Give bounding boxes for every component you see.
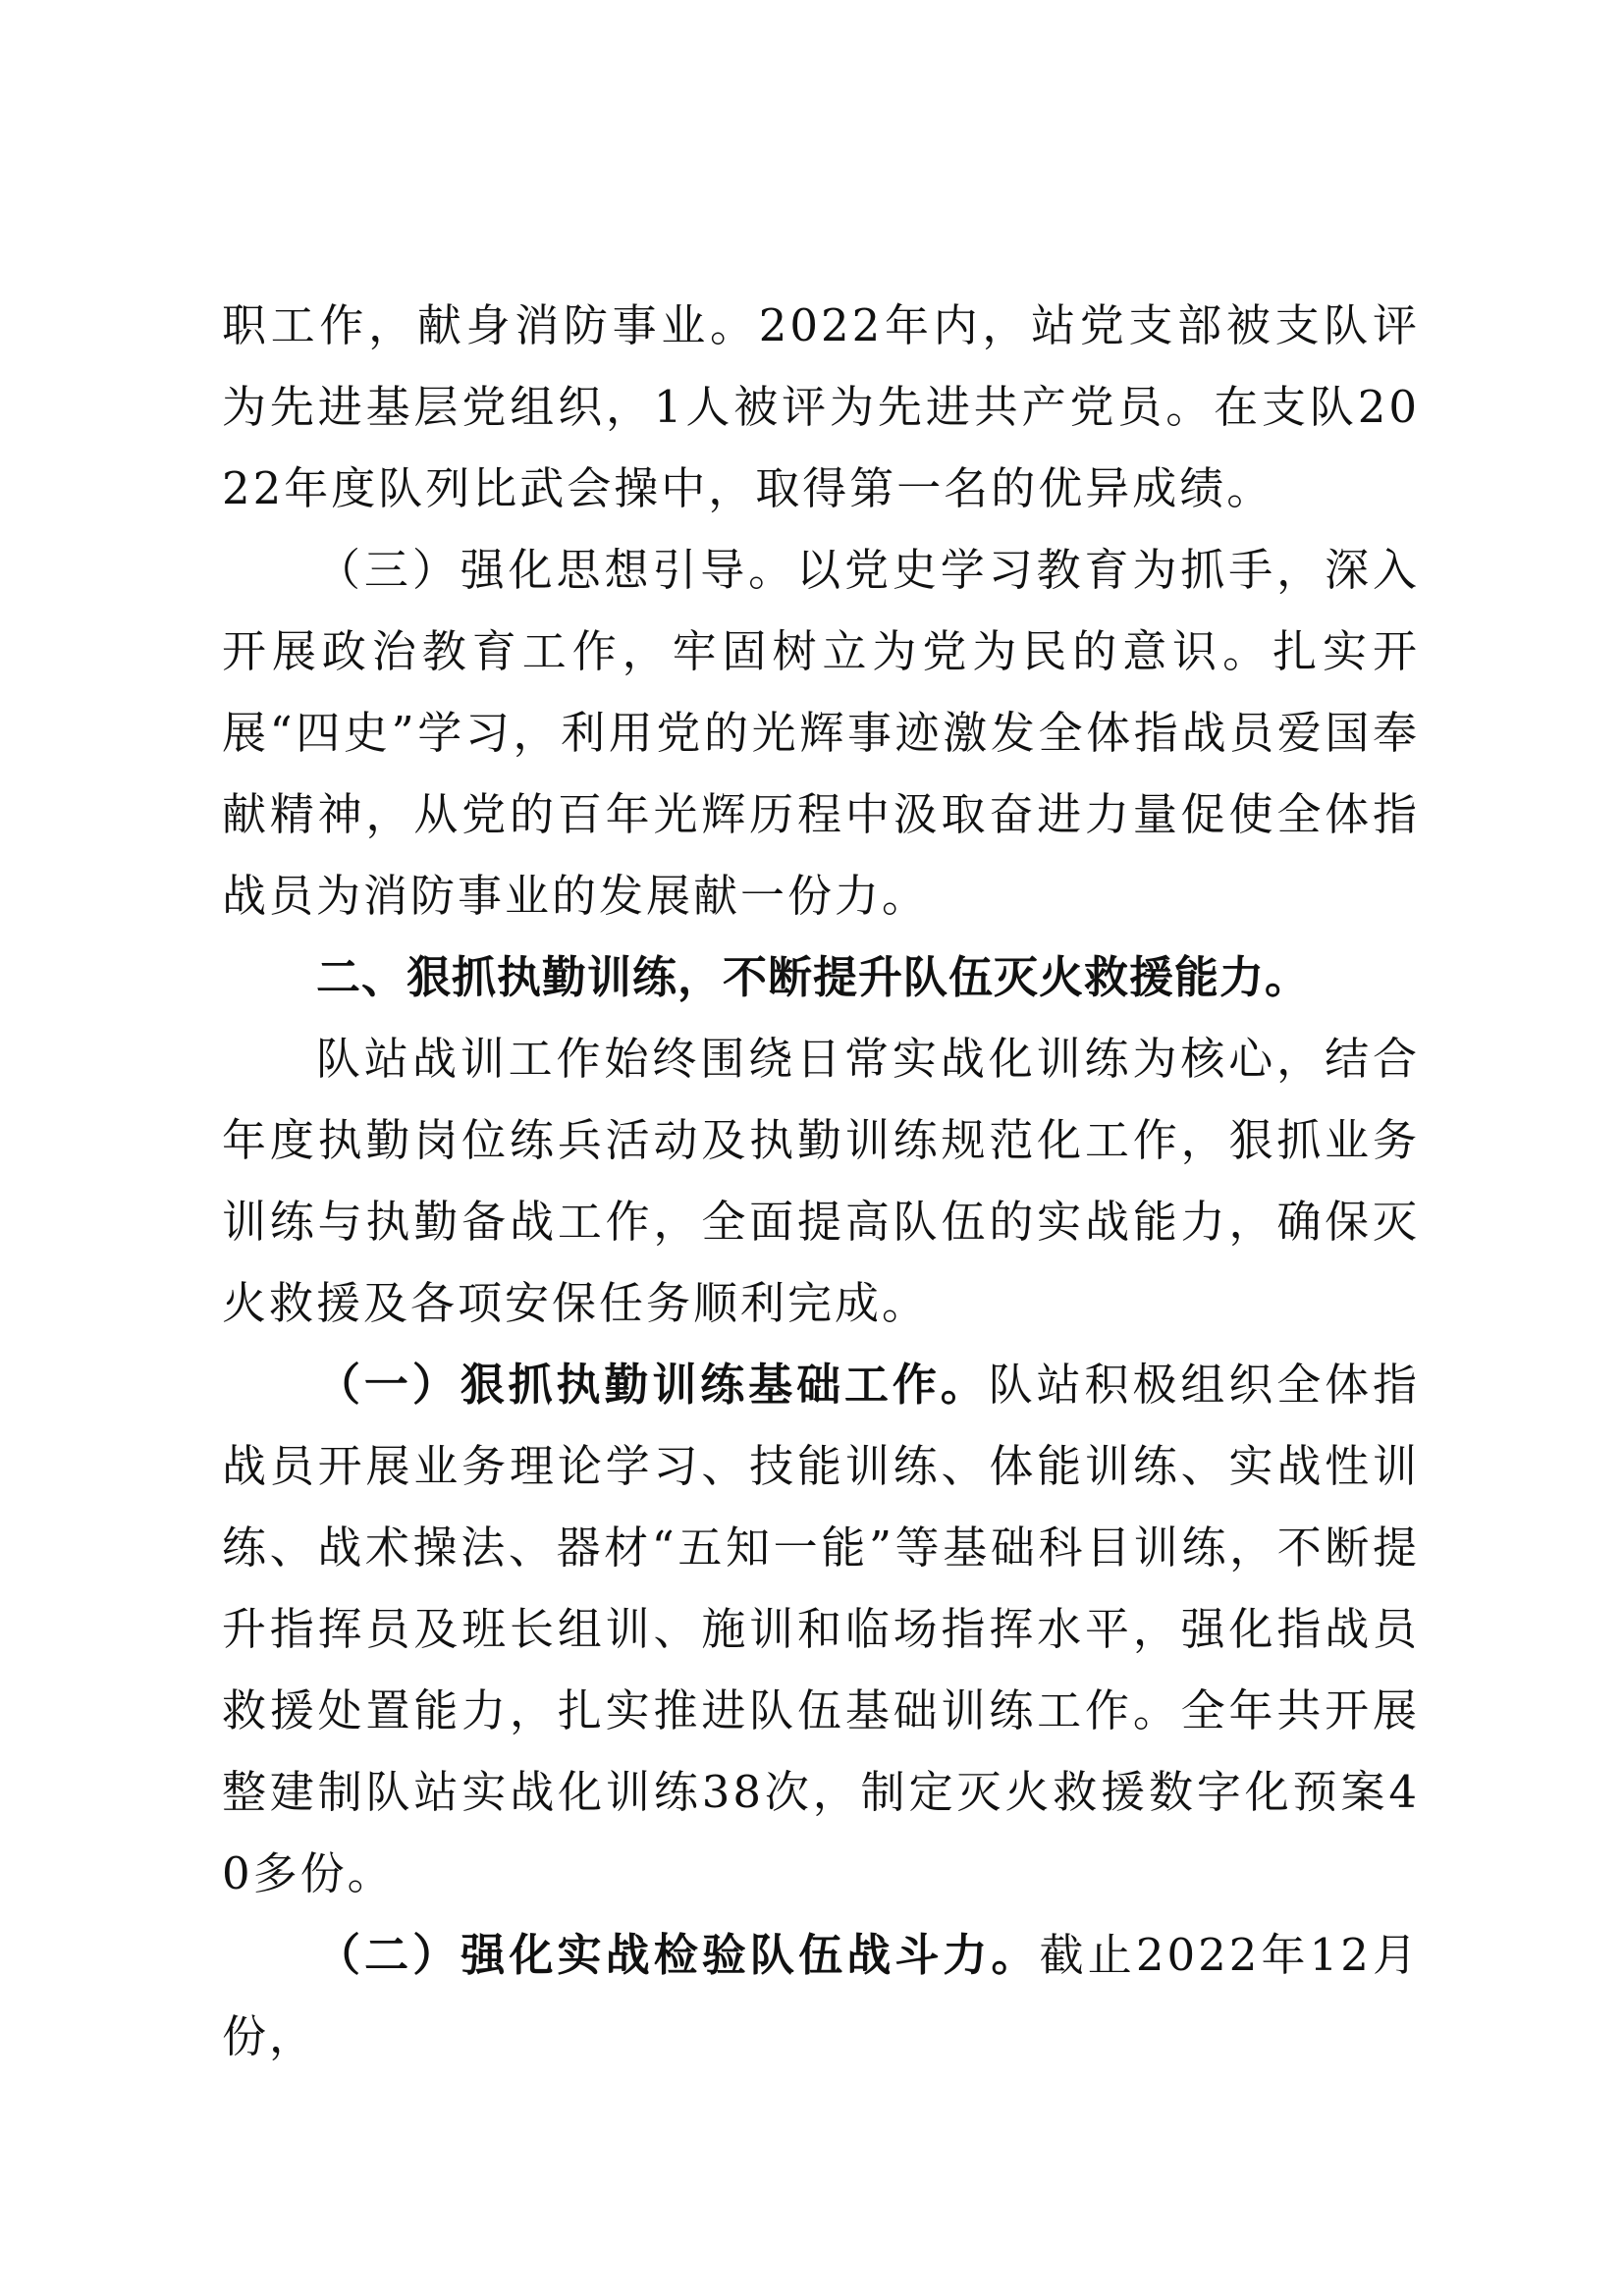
paragraph-basic-training — [222, 1344, 1420, 1914]
document-page — [222, 285, 1420, 2077]
subheading-combat-test: （二）强化实战检验队伍战斗力。 — [316, 1929, 1040, 1981]
subheading-basic-training: （一）狠抓执勤训练基础工作。 — [316, 1359, 989, 1411]
combat-test-text: 截止2022年12月份， — [222, 1929, 1420, 2062]
paragraph-ideological-guidance: （三）强化思想引导。以党史学习教育为抓手，深入开展政治教育工作，牢固树立为党为民的意识。扎实开展“四史”学习，利用党的光辉事迹激发全体指战员爱国奉献精神，从党的百年光辉历程中汲取奋进力量促使全体指战员为消防事业的发展献一份力。 — [222, 544, 1420, 922]
paragraph-combat-test — [222, 1914, 1420, 2077]
paragraph-training-overview: 队站战训工作始终围绕日常实战化训练为核心，结合年度执勤岗位练兵活动及执勤训练规范化工作，狠抓业务训练与执勤备战工作，全面提高队伍的实战能力，确保灭火救援及各项安保任务顺利完成。 — [222, 1033, 1420, 1329]
basic-training-text: 队站积极组织全体指战员开展业务理论学习、技能训练、体能训练、实战性训练、战术操法、器材“五知一能”等基础科目训练，不断提升指挥员及班长组训、施训和临场指挥水平，强化指战员救援处置能力，扎实推进队伍基础训练工作。全年共开展整建制队站实战化训练38次，制定灭火救援数字化预案40多份。 — [222, 1359, 1420, 1899]
paragraph-party-honors: 职工作，献身消防事业。2022年内，站党支部被支队评为先进基层党组织，1人被评为先进共产党员。在支队2022年度队列比武会操中，取得第一名的优异成绩。 — [222, 299, 1420, 514]
section-heading-training: 二、狠抓执勤训练，不断提升队伍灭火救援能力。 — [316, 951, 1311, 1003]
